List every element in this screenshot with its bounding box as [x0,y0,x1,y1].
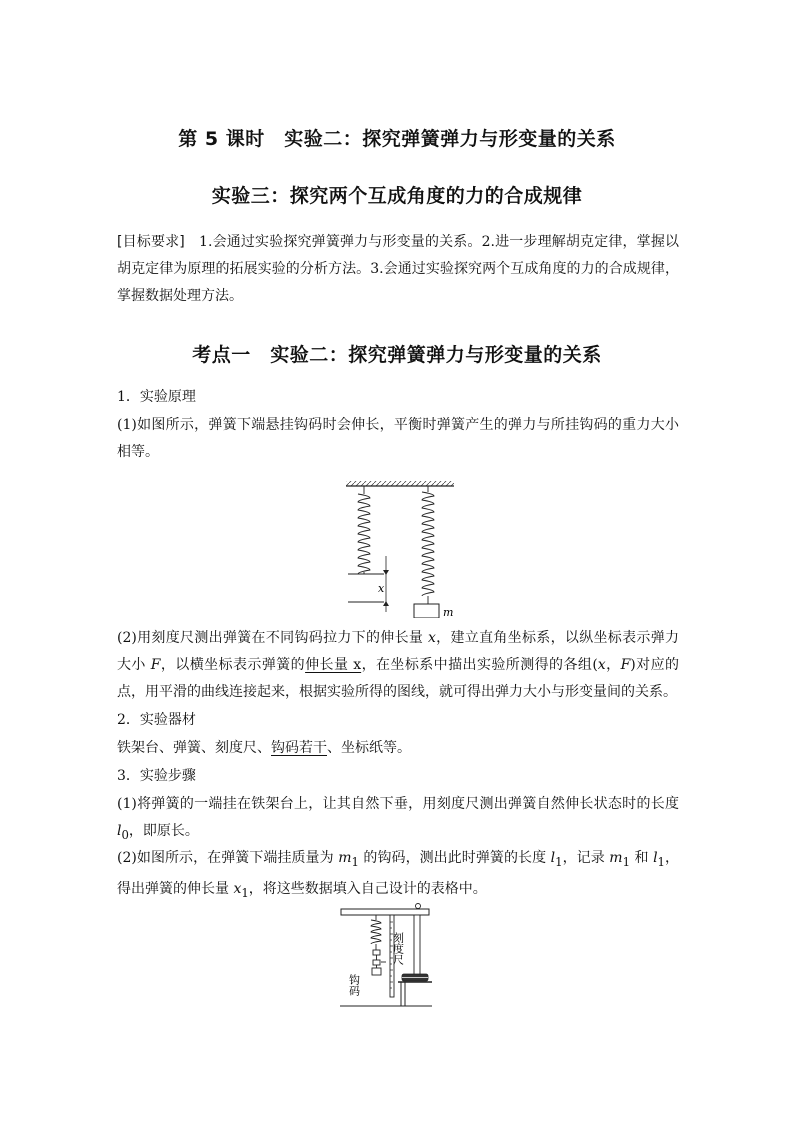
goals-tag: [目标要求] [117,234,185,250]
extension-label: x [378,582,385,595]
step-paragraph-1: (1)将弹簧的一端挂在铁架台上，让其自然下垂，用刻度尺测出弹簧自然伸长状态时的长度 $l_0$，即原长。 [117,796,679,842]
left-spring [358,486,370,574]
spring-figure [344,478,456,618]
heading-principle: 1．实验原理 [117,389,196,405]
underlined-term-weights: 钩码若干 [271,740,327,756]
mass-label: m [443,606,454,618]
underlined-term-extension: 伸长量 x [305,657,362,673]
lesson-title: 第 5 课时 实验二：探究弹簧弹力与形变量的关系 [178,128,616,150]
equipment-paragraph: 铁架台、弹簧、刻度尺、钩码若干、坐标纸等。 [117,740,411,756]
step-paragraph-2: (2)如图所示，在弹簧下端挂质量为 $m_1$ 的钩码，测出此时弹簧的长度 $l_1$，记录 $m_1$ 和 $l_1$，得出弹簧的伸长量 $x_1$，将这些数据填入自己设计的表格中。 [117,850,680,900]
heading-steps: 3．实验步骤 [117,768,196,784]
spring [371,915,381,950]
heading-equipment: 2．实验器材 [117,712,196,728]
ruler-label: 刻度尺 [391,932,405,965]
clamp-knob [416,904,421,909]
right-spring [422,486,434,604]
top-bar [341,909,429,915]
ceiling-beam [346,481,454,486]
weights-label: 钩码 [347,974,361,996]
principle-paragraph-2: (2)用刻度尺测出弹簧在不同钩码拉力下的伸长量 x，建立直角坐标系，以纵坐标表示弹力大小 F，以横坐标表示弹簧的伸长量 x，在坐标系中描出实验所测得的各组(x，F)对应的点，用平滑的曲线连接起来，根据实验所得的图线，就可得出弹力大小与形变量间的关系。 [117,630,680,700]
goals-text: 1.会通过实验探究弹簧弹力与形变量的关系。2.进一步理解胡克定律，掌握以胡克定律为原理的拓展实验的分析方法。3.会通过实验探究两个互成角度的力的合成规律，掌握数据处理方法。 [117,234,679,304]
goals-paragraph [117,229,679,310]
stand-rod [414,915,420,977]
hanging-weight [414,604,439,618]
principle-paragraph-1: (1)如图所示，弹簧下端悬挂钩码时会伸长，平衡时弹簧产生的弹力与所挂钩码的重力大小相等。 [117,417,679,460]
section-title: 考点一 实验二：探究弹簧弹力与形变量的关系 [192,344,602,366]
lesson-subtitle: 实验三：探究两个互成角度的力的合成规律 [211,185,583,207]
stand-figure [338,902,434,1010]
hook-weights [372,950,386,975]
